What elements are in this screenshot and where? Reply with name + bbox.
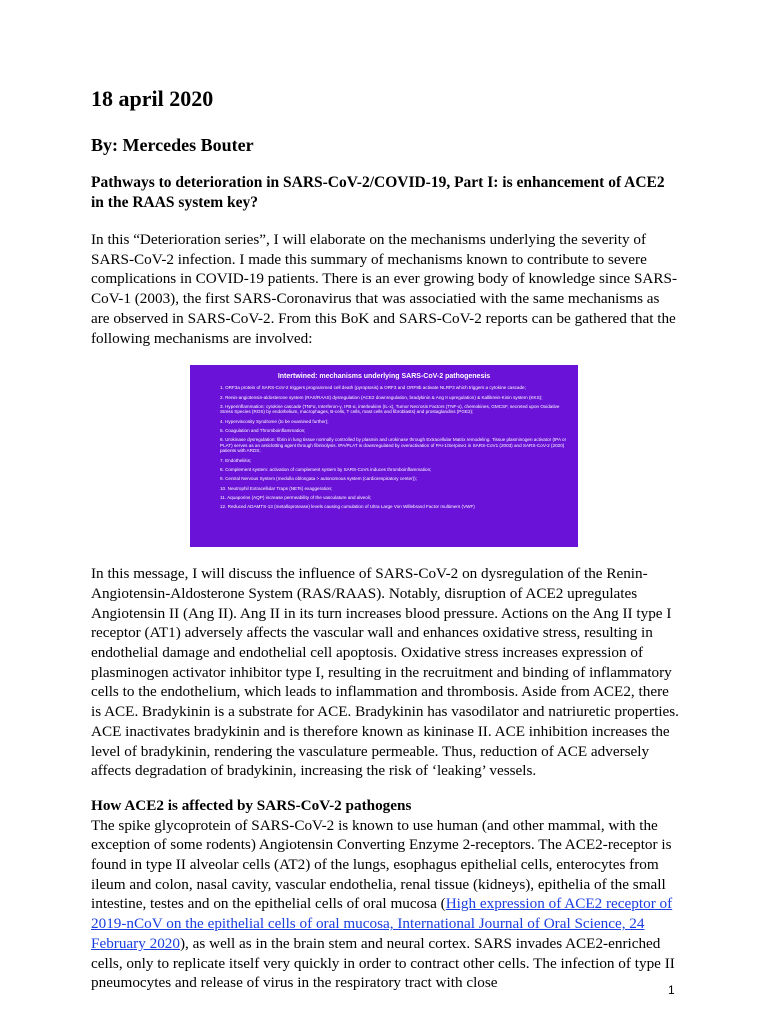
document-page: [91, 86, 679, 993]
infographic-item: 10. Neutrophil Extracellular Traps (NETs) exaggeration;: [220, 485, 333, 491]
intro-paragraph: In this “Deterioration series”, I will elaborate on the mechanisms underlying the severity of SARS-CoV-2 infection. I made this summary of mechanisms known to contribute to severe complications in COVID-19 patients. There is an ever growing body of knowledge since SARS-CoV-1 (2003), the first SARS-Coronavirus that was associatied with the same mechanisms as are observed in SARS-CoV-2. From this BoK and SARS-CoV-2 reports can be gathered that the following mechanisms are involved:: [91, 231, 678, 347]
reference-link[interactable]: High expression of ACE2 receptor of 2019-nCoV on the epithelial cells of oral mucosa, International Journal of Oral Science, 24 February 2020: [91, 895, 673, 952]
ace2-paragraph: [91, 816, 679, 993]
infographic-title: Intertwined: mechanisms underlying SARS-CoV-2 pathogenesis: [277, 373, 491, 381]
infographic-item: 4. Hyperviscosity Syndrome (to be examined further);: [220, 418, 329, 424]
author-byline: By: Mercedes Bouter: [91, 135, 254, 155]
infographic-item: 9. Central Nervous System (medulla oblongata > autonomous system (cardiorespiratory center));: [220, 476, 417, 482]
section-heading: How ACE2 is affected by SARS-CoV-2 pathogens: [91, 796, 412, 814]
infographic-item: 5. Coagulation and Thromboinflammation;: [220, 427, 306, 433]
infographic-item: 3. Hyperinflammation: cytokine cascade (TNFα, Interferon-γ, IFB-α, interleukins (IL-x), Tumor Necrosis Factors (TNF-x), chemokines, GMCSF, secreted upon Oxidative Stress Species (ROS) by endothelium, macrophages, B-cells, T cells, mast cells and fibroblasts) and prostaglandins (PGE2);: [220, 403, 560, 415]
ace2-text-before-link: The spike glycoprotein of SARS-CoV-2 is known to use human (and other mammal, with the exception of some rodents) Angiotensin Converting Enzyme 2-receptors. The ACE2-receptor is found in type II alveolar cells (AT2) of the lungs, esophagus epithelial cells, enterocytes from ileum and colon, nasal cavity, vascular endothelia, renal tissue (kidneys), epithelia of the small intestine, testes and on the epithelial cells of oral mucosa (: [91, 816, 672, 913]
infographic-item: 2. Renin-angiotensin-aldosterone system (RAS/RAAS) dysregulation (ACE2 downregulation, bradykinin & Ang II upregulation) & Kallikrein-Kinin system (KKS);: [220, 394, 543, 400]
mechanisms-infographic: [190, 365, 578, 547]
page-number: 1: [668, 983, 675, 997]
document-date: 18 april 2020: [91, 86, 214, 111]
infographic-item: 7. Endotheliitis;: [220, 457, 252, 463]
infographic-item: 12. Reduced ADAMTS-13 (metalloprotease) levels causing cumulation of Ultra Large Von Willebrand Factor multimers (VWF): [220, 504, 475, 510]
infographic-item: 11. Aquaporins (AQP) increase permeability of the vasculature and alveoli;: [220, 494, 372, 500]
raas-paragraph: In this message, I will discuss the influence of SARS-CoV-2 on dysregulation of the Renin-Angiotensin-Aldosterone System (RAS/RAAS). Notably, disruption of ACE2 upregulates Angiotensin II (Ang II). Ang II in its turn increases blood pressure. Actions on the Ang II type I receptor (AT1) adversely affects the vascular wall and enhances oxidative stress, resulting in endothelial damage and endothelial cell apoptosis. Oxidative stress increases expression of plasminogen activator inhibitor type I, resulting in the recruitment and binding of inflammatory cells to the endothelium, which leads to inflammation and thrombosis. Aside from ACE2, there is ACE. Bradykinin is a substrate for ACE. Bradykinin has vasodilator and natriuretic properties. ACE inactivates bradykinin and is therefore known as kininase II. ACE inhibition increases the level of bradykinin, rendering the vasculature permeable. Thus, reduction of ACE adversely affects degradation of bradykinin, increasing the risk of ‘leaking’ vessels.: [91, 565, 679, 780]
article-title: Pathways to deterioration in SARS-CoV-2/COVID-19, Part I: is enhancement of ACE2 in the RAAS system key?: [91, 174, 665, 211]
infographic-item: 8. Complement system: activation of complement system by SARS-CoVs induces thromboinflammation;: [220, 466, 432, 472]
infographic-item: 6. Urokinase dysregulation: fibrin in lung tissue normally controlled by plasmin and urokinase through Extracellular Matrix remodeling. Tissue plasminogen activator (tPA or PLAT) serves as an anticlotting agent through fibrinolysis. tPA/PLAT is downregulated by overactivation of PAI-1/Serpine1 in SARS-CoV1 (2003) and SARS-CoV-2 (2020) patients with ARDS;: [220, 437, 567, 454]
infographic-list: [220, 385, 570, 513]
infographic-item: 1. ORF3a protein of SARS-CoV-2 triggers programmed cell death (pyroptosis) & ORF3 and ORF8b activate NLRP3 which triggers a cytokine cascade;: [220, 385, 526, 391]
ace2-text-after-link: ), as well as in the brain stem and neural cortex. SARS invades ACE2-enriched cells, only to replicate itself very quickly in order to contract other cells. The infection of type II pneumocytes and release of virus in the respiratory tract with close: [91, 934, 675, 992]
